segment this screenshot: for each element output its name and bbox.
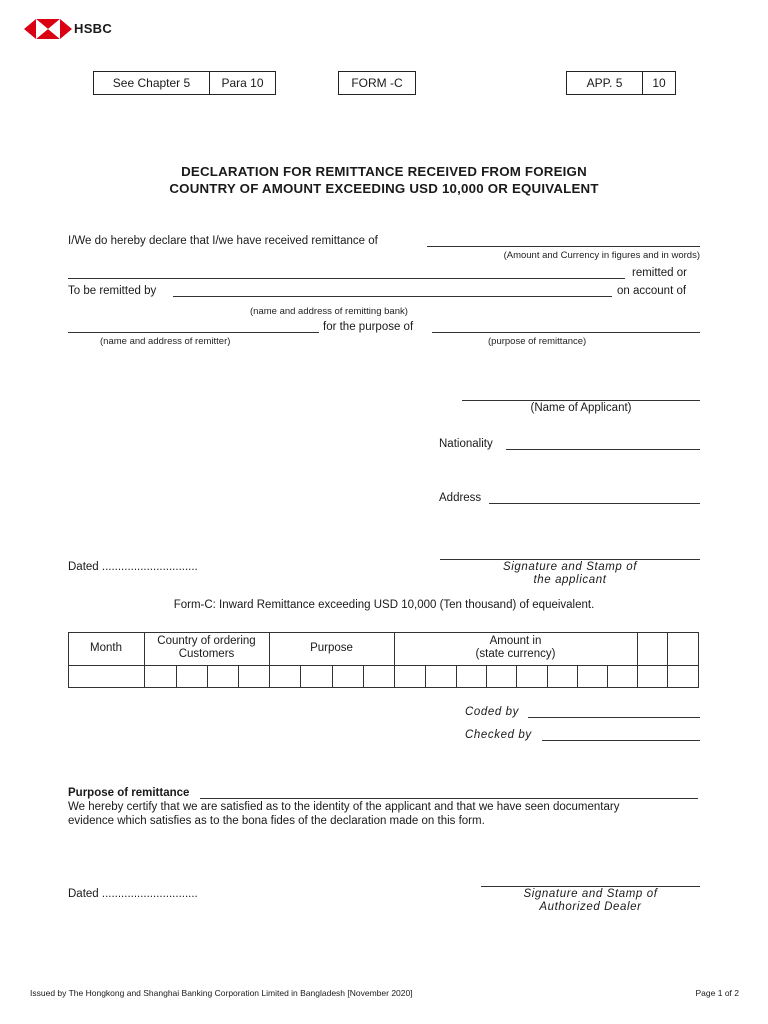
country-header-line-2: Customers	[178, 648, 235, 660]
checked-by-label: Checked by	[465, 729, 532, 741]
dealer-signature-line-1: Signature and Stamp of	[523, 888, 658, 900]
form-label: FORM -C	[351, 76, 403, 90]
footer-issued-by: Issued by The Hongkong and Shanghai Banking Corporation Limited in Bangladesh [November 2020]	[30, 988, 413, 998]
nationality-label: Nationality	[439, 438, 493, 450]
chapter-para-box	[93, 71, 276, 95]
remittance-table	[68, 632, 699, 688]
table-border	[68, 632, 699, 633]
dealer-dated-field[interactable]: Dated ..............................	[68, 888, 198, 900]
certification-text	[68, 800, 619, 828]
table-divider	[269, 632, 270, 688]
code-cell-divider	[607, 665, 608, 688]
to-be-remitted-by-label: To be remitted by	[68, 285, 157, 297]
code-cell-divider	[300, 665, 301, 688]
coded-by-label: Coded by	[465, 706, 520, 718]
address-field[interactable]	[489, 503, 700, 504]
page-number: Page 1 of 2	[695, 988, 739, 998]
see-chapter-label: See Chapter 5	[112, 76, 191, 90]
checked-by-field[interactable]	[542, 740, 700, 741]
table-divider	[637, 632, 638, 688]
appendix-box	[566, 71, 676, 95]
code-cell-divider	[207, 665, 208, 688]
code-cell-divider	[516, 665, 517, 688]
purpose-field[interactable]	[432, 332, 700, 333]
certification-line-2: evidence which satisfies as to the bona fides of the declaration made on this form.	[68, 815, 485, 827]
dealer-purpose-label: Purpose of remittance	[68, 787, 190, 799]
code-cell-divider	[332, 665, 333, 688]
coded-by-field[interactable]	[528, 717, 700, 718]
brand-name: HSBC	[74, 21, 113, 36]
table-caption: Form-C: Inward Remittance exceeding USD 10,000 (Ten thousand) of equeivalent.	[173, 599, 595, 611]
country-header-line-1: Country of ordering	[157, 635, 256, 647]
table-border	[68, 632, 69, 688]
dealer-purpose-field[interactable]	[200, 798, 698, 799]
dealer-signature-field[interactable]	[481, 886, 700, 887]
amount-header-line-2: (state currency)	[475, 648, 556, 660]
address-label: Address	[439, 492, 482, 504]
amount-field[interactable]	[427, 246, 700, 247]
code-cell-divider	[238, 665, 239, 688]
code-cell-divider	[456, 665, 457, 688]
signature-caption-line-2: the applicant	[533, 573, 607, 586]
remitter-field[interactable]	[68, 332, 319, 333]
applicant-dated-field[interactable]: Dated ..............................	[68, 561, 198, 573]
amount-hint: (Amount and Currency in figures and in words)	[503, 250, 700, 261]
app-number: 10	[652, 76, 666, 90]
amount-header-line-1: Amount in	[489, 635, 542, 647]
column-header-country	[144, 635, 269, 661]
applicant-signature-field[interactable]	[440, 559, 700, 560]
table-divider	[667, 632, 668, 688]
amount-continued-field[interactable]	[68, 278, 625, 279]
column-header-purpose: Purpose	[310, 642, 353, 654]
code-cell-divider	[176, 665, 177, 688]
code-cell-divider	[425, 665, 426, 688]
table-border	[68, 687, 699, 688]
on-account-of-label: on account of	[617, 285, 687, 297]
form-box	[338, 71, 416, 95]
code-cell-divider	[486, 665, 487, 688]
applicant-signature-caption	[440, 561, 700, 586]
signature-caption-line-1: Signature and Stamp of	[502, 561, 638, 573]
purpose-hint: (purpose of remittance)	[488, 336, 587, 347]
form-title	[0, 163, 768, 197]
remitting-bank-field[interactable]	[173, 296, 612, 297]
title-line-2: COUNTRY OF AMOUNT EXCEEDING USD 10,000 OR EQUIVALENT	[169, 181, 599, 196]
dealer-signature-line-2: Authorized Dealer	[539, 900, 642, 913]
for-purpose-of-label: for the purpose of	[323, 321, 414, 333]
app-label: APP. 5	[586, 76, 623, 90]
title-line-1: DECLARATION FOR REMITTANCE RECEIVED FROM FOREIGN	[181, 164, 587, 179]
applicant-name-field[interactable]	[462, 400, 700, 401]
code-cell-divider	[547, 665, 548, 688]
hsbc-hexagon-logo-icon	[24, 19, 72, 39]
dealer-signature-caption	[481, 888, 700, 913]
para-label: Para 10	[221, 76, 264, 90]
code-cell-divider	[577, 665, 578, 688]
table-border	[698, 632, 699, 688]
remitted-or-label: remitted or	[632, 267, 687, 279]
applicant-name-label: (Name of Applicant)	[530, 402, 632, 414]
bank-hint: (name and address of remitting bank)	[250, 306, 408, 317]
remitter-hint: (name and address of remitter)	[100, 336, 231, 347]
nationality-field[interactable]	[506, 449, 700, 450]
code-cell-divider	[363, 665, 364, 688]
column-header-amount	[394, 635, 637, 661]
table-divider	[68, 665, 699, 666]
certification-line-1: We hereby certify that we are satisfied as to the identity of the applicant and that we have seen documentary	[68, 801, 620, 813]
declaration-intro: I/We do hereby declare that I/we have received remittance of	[68, 235, 378, 247]
column-header-month: Month	[90, 642, 122, 654]
